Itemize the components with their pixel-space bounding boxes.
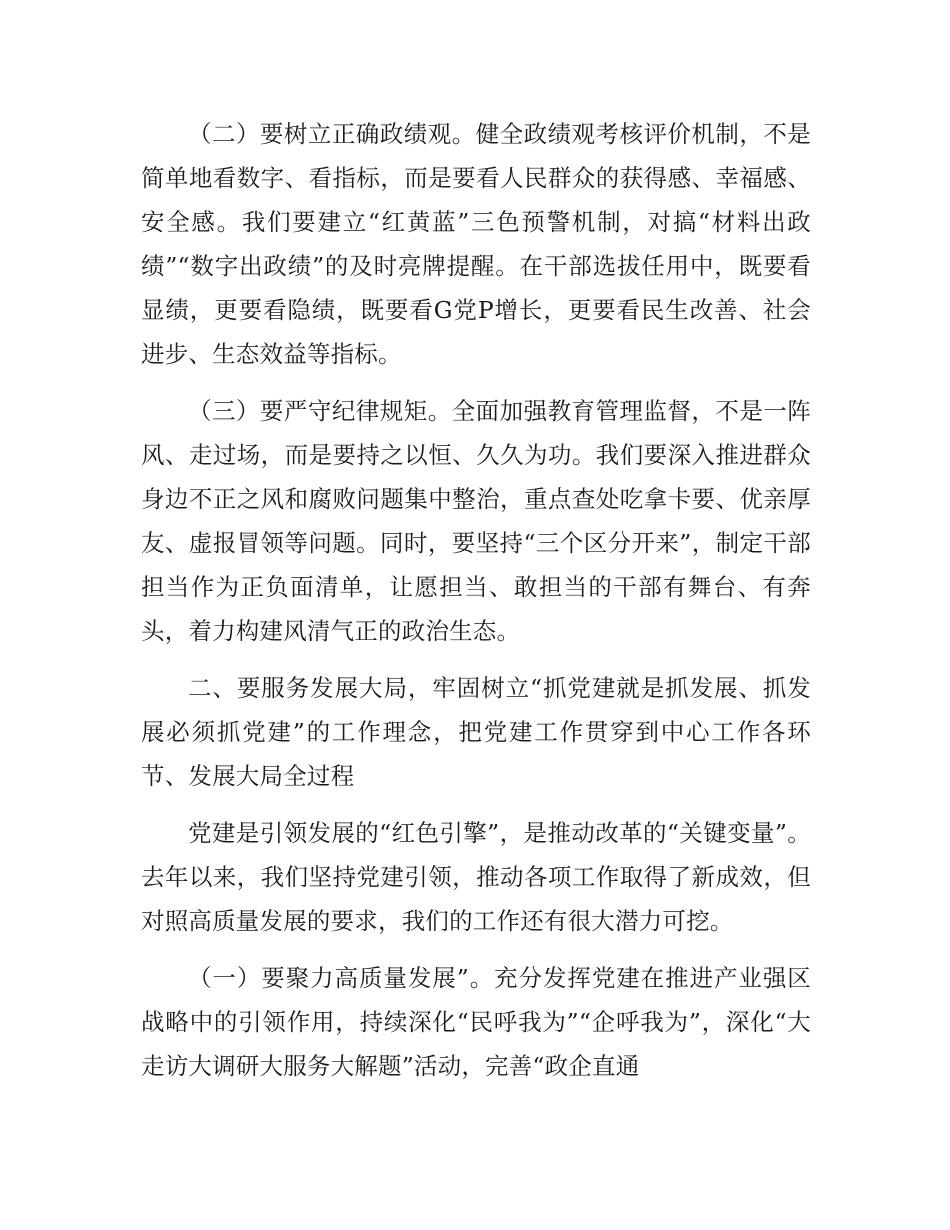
paragraph-discipline-rules: （三）要严守纪律规矩。全面加强教育管理监督，不是一阵风、走过场，而是要持之以恒、久久为功。我们要深入推进群众身边不正之风和腐败问题集中整治，重点查处吃拿卡要、优亲厚友、虚报冒领等问题。同时，要坚持“三个区分开来”，制定干部担当作为正负面清单，让愿担当、敢担当的干部有舞台、有奔头，着力构建风清气正的政治生态。 [141, 397, 811, 645]
paragraph-red-engine: 党建是引领发展的“红色引擎”，是推动改革的“关键变量”。去年以来，我们坚持党建引领，推动各项工作取得了新成效，但对照高质量发展的要求，我们的工作还有很大潜力可挖。 [141, 819, 811, 935]
paragraph-correct-performance-view: （二）要树立正确政绩观。健全政绩观考核评价机制，不是简单地看数字、看指标，而是要看人民群众的获得感、幸福感、安全感。我们要建立“红黄蓝”三色预警机制，对搞“材料出政绩”“数字出政绩”的及时亮牌提醒。在干部选拔任用中，既要看显绩，更要看隐绩，既要看G党P增长，更要看民生改善、社会进步、生态效益等指标。 [141, 120, 811, 368]
document-body [141, 112, 811, 1101]
section-heading-serve-development: 二、要服务发展大局，牢固树立“抓党建就是抓发展、抓发展必须抓党建”的工作理念，把党建工作贯穿到中心工作各环节、发展大局全过程 [141, 674, 811, 790]
paragraph-high-quality-development: （一）要聚力高质量发展”。充分发挥党建在推进产业强区战略中的引领作用，持续深化“民呼我为”“企呼我为”，深化“大走访大调研大服务大解题”活动，完善“政企直通 [141, 964, 811, 1080]
